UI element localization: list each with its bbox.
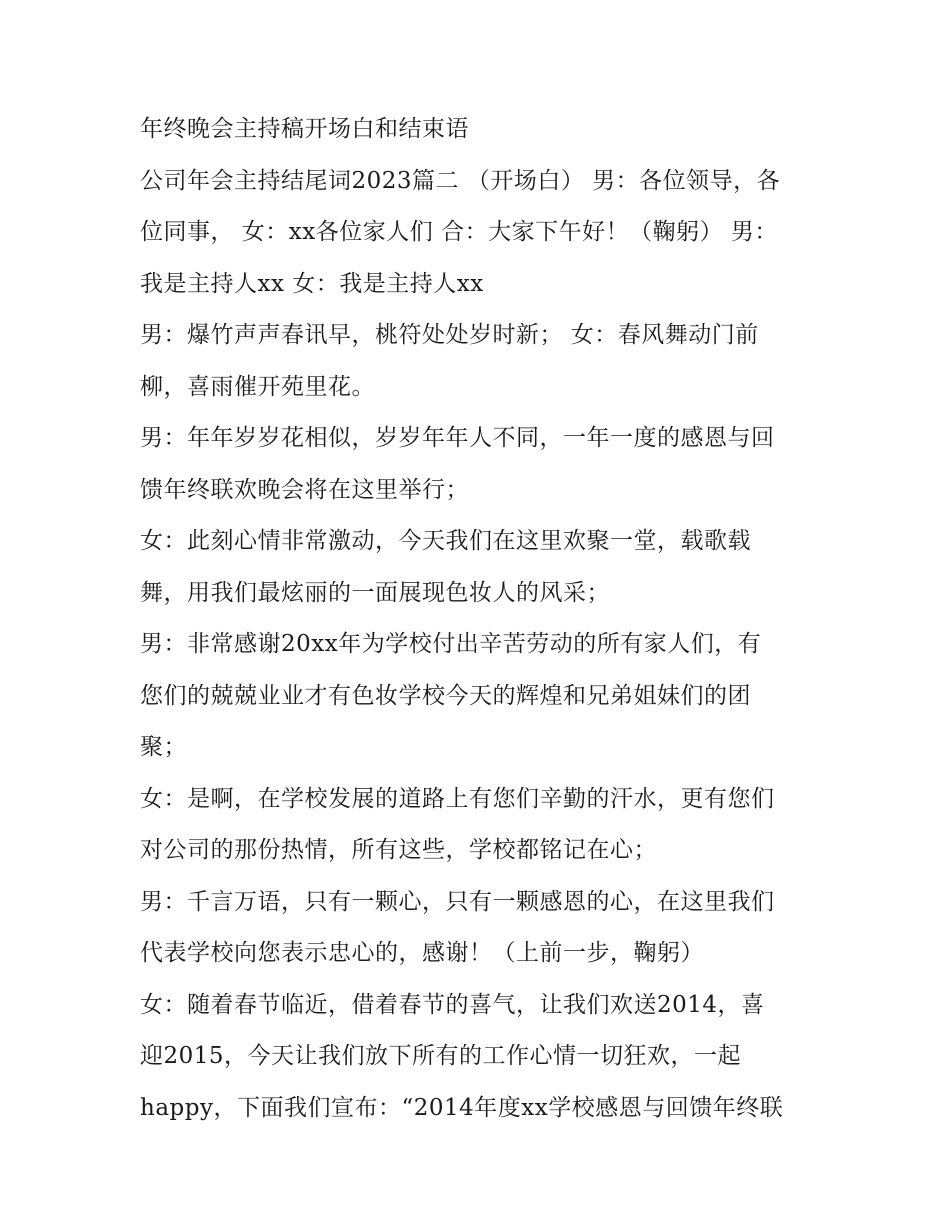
text-line: 男：爆竹声声春讯早，桃符处处岁时新； 女：春风舞动门前 (140, 322, 759, 348)
text-line: 女：是啊，在学校发展的道路上有您们辛勤的汗水，更有您们 (140, 785, 775, 812)
text-line: 对公司的那份热情，所有这些，学校都铭记在心； (140, 837, 657, 863)
text-line: 迎2015，今天让我们放下所有的工作心情一切狂欢，一起 (140, 1043, 742, 1069)
text-line: 公司年会主持结尾词2023篇二 （开场白） 男：各位领导，各 (140, 167, 781, 194)
text-line: 男：非常感谢20xx年为学校付出辛苦劳动的所有家人们，有 (140, 631, 762, 657)
text-line: 柳，喜雨催开苑里花。 (140, 373, 375, 400)
text-line: 男：年年岁岁花相似，岁岁年年人不同，一年一度的感恩与回 (140, 425, 775, 451)
text-line: 女：此刻心情非常激动，今天我们在这里欢聚一堂，载歌载 (140, 528, 751, 554)
text-line: 您们的兢兢业业才有色妆学校今天的辉煌和兄弟姐妹们的团 (140, 682, 751, 709)
text-line: 馈年终联欢晚会将在这里举行； (140, 476, 469, 503)
text-line: 男：千言万语，只有一颗心，只有一颗感恩的心，在这里我们 (140, 888, 775, 915)
document-title: 年终晚会主持稿开场白和结束语 (140, 116, 469, 142)
text-line: 聚； (140, 734, 187, 760)
text-line: 女：随着春节临近，借着春节的喜气，让我们欢送2014，喜 (140, 991, 765, 1018)
text-line: 代表学校向您表示忠心的，感谢！（上前一步，鞠躬） (140, 940, 704, 966)
text-line: happy，下面我们宣布：“2014年度xx学校感恩与回馈年终联 (140, 1094, 784, 1121)
text-line: 舞，用我们最炫丽的一面展现色妆人的风采； (140, 579, 610, 606)
text-line: 我是主持人xx 女：我是主持人xx (140, 270, 484, 297)
text-line: 位同事， 女：xx各位家人们 合：大家下午好！（鞠躬） 男： (140, 219, 778, 245)
document-body (140, 104, 820, 1134)
